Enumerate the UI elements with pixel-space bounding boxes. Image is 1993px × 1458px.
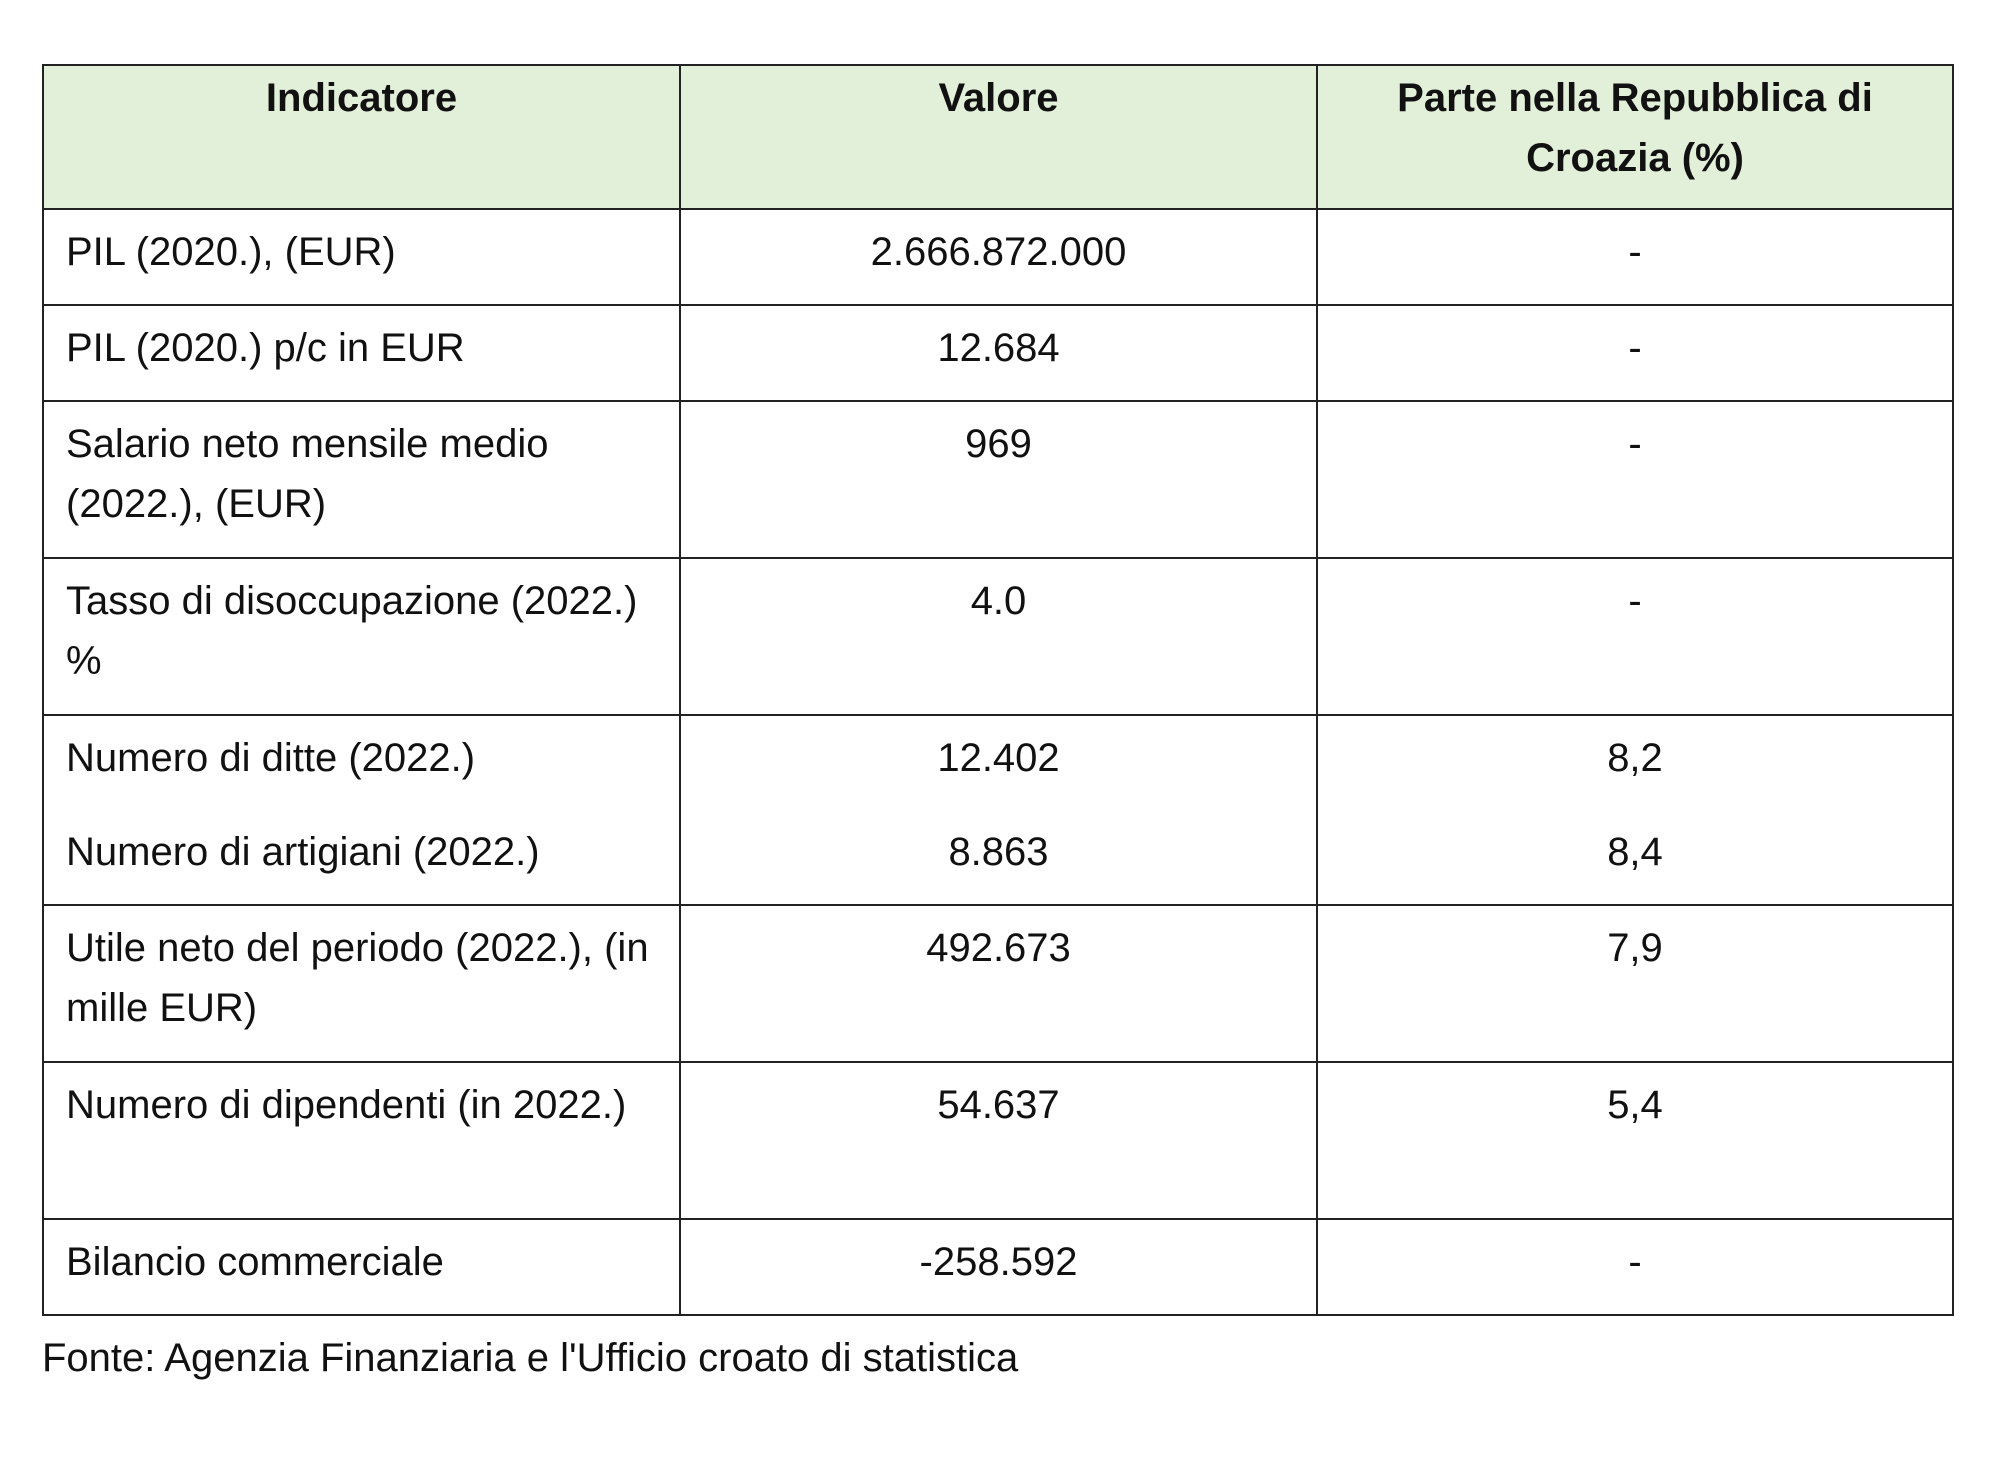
share-cell: [1317, 715, 1953, 905]
indicator-cell: PIL (2020.), (EUR): [43, 209, 680, 305]
share-cell: -: [1317, 558, 1953, 715]
table-row: [43, 558, 1953, 715]
value-cell: 54.637: [680, 1062, 1317, 1219]
indicator-cell: Numero di dipendenti (in 2022.): [43, 1062, 680, 1219]
table-row: [43, 209, 1953, 305]
share-cell: -: [1317, 401, 1953, 558]
header-share: Parte nella Repubblica di Croazia (%): [1317, 65, 1953, 209]
table-row: [43, 905, 1953, 1062]
share-cell: 7,9: [1317, 905, 1953, 1062]
header-indicator: Indicatore: [43, 65, 680, 209]
indicator-cell: PIL (2020.) p/c in EUR: [43, 305, 680, 401]
value-cell: [680, 715, 1317, 905]
value-line: 8.863: [948, 830, 1049, 874]
indicator-table-container: [42, 64, 1952, 1316]
value-cell: -258.592: [680, 1219, 1317, 1315]
indicator-cell: [43, 715, 680, 905]
share-cell: -: [1317, 209, 1953, 305]
value-cell: 969: [680, 401, 1317, 558]
share-line: 8,4: [1607, 830, 1663, 874]
indicator-line: Numero di ditte (2022.): [66, 736, 476, 780]
table-row: [43, 1219, 1953, 1315]
table-header-row: [43, 65, 1953, 209]
value-cell: 492.673: [680, 905, 1317, 1062]
indicator-cell: Tasso di disoccupazione (2022.) %: [43, 558, 680, 715]
indicator-table: [42, 64, 1954, 1316]
share-cell: -: [1317, 305, 1953, 401]
share-cell: 5,4: [1317, 1062, 1953, 1219]
value-cell: 12.684: [680, 305, 1317, 401]
indicator-cell: Salario neto mensile medio (2022.), (EUR): [43, 401, 680, 558]
indicator-cell: Bilancio commerciale: [43, 1219, 680, 1315]
share-line: 8,2: [1607, 736, 1663, 780]
indicator-line: Numero di artigiani (2022.): [66, 830, 540, 874]
value-line: 12.402: [937, 736, 1060, 780]
indicator-cell: Utile neto del periodo (2022.), (in mille EUR): [43, 905, 680, 1062]
table-row: [43, 715, 1953, 905]
share-cell: -: [1317, 1219, 1953, 1315]
header-value: Valore: [680, 65, 1317, 209]
source-note: Fonte: Agenzia Finanziaria e l'Ufficio croato di statistica: [42, 1336, 1019, 1380]
value-cell: 2.666.872.000: [680, 209, 1317, 305]
value-cell: 4.0: [680, 558, 1317, 715]
table-row: [43, 401, 1953, 558]
table-row: [43, 305, 1953, 401]
table-row: [43, 1062, 1953, 1219]
